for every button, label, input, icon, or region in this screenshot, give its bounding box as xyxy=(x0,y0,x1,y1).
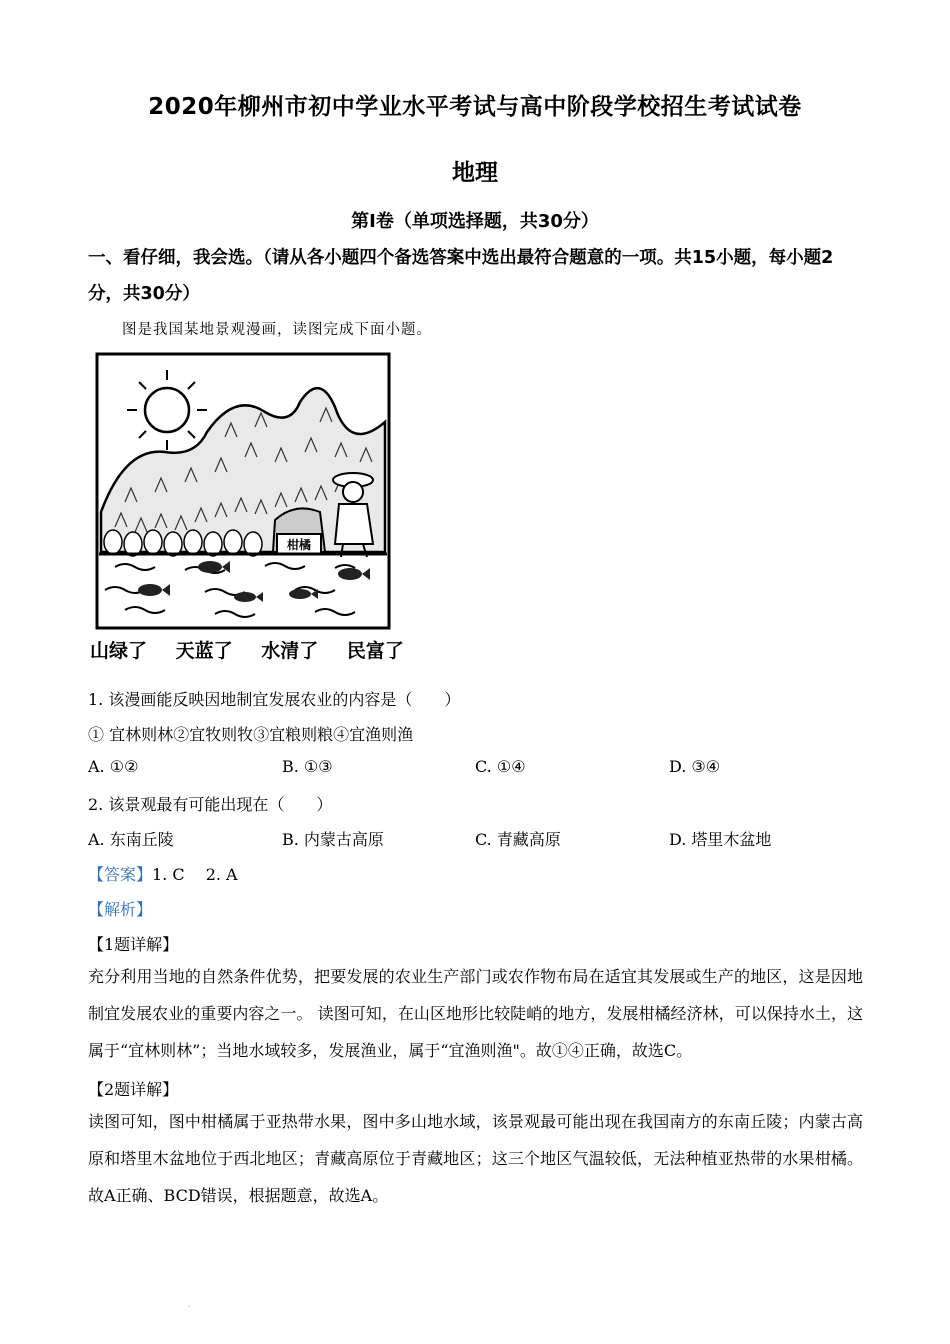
q1-option-d: D. ③④ xyxy=(669,757,721,776)
detail-1-text: 充分利用当地的自然条件优势，把要发展的农业生产部门或农作物布局在适宜其发展或生产的地区，这是因地制宜发展农业的重要内容之一。 读图可知，在山区地形比较陡峭的地方，发展柑橘经济林，可以保持水土，这属于“宜林则林”；当地水域较多，发展渔业，属于“宜渔则渔"。故①④正确，故选C。 xyxy=(88,967,863,1060)
question-1-stem: 1. 该漫画能反映因地制宜发展农业的内容是（ ） xyxy=(88,690,461,709)
q2-option-d: D. 塔里木盆地 xyxy=(669,830,772,849)
analysis-label: 【解析】 xyxy=(88,900,153,919)
caption-water: 水清了 xyxy=(261,640,319,662)
q2-option-b: B. 内蒙古高原 xyxy=(282,830,384,849)
basket-icon xyxy=(273,508,325,554)
q1-option-b: B. ①③ xyxy=(282,757,333,776)
subject-title: 地理 xyxy=(452,160,498,186)
cartoon-captions xyxy=(90,636,426,663)
answer-line xyxy=(88,862,238,885)
q1-option-c: C. ①④ xyxy=(475,757,526,776)
q2-option-a: A. 东南丘陵 xyxy=(88,830,174,849)
caption-sky: 天蓝了 xyxy=(175,640,233,662)
caption-mountain: 山绿了 xyxy=(90,640,148,662)
answer-label: 【答案】 xyxy=(88,865,153,884)
footer-mark: . xyxy=(188,1300,191,1309)
detail-1-label: 【1题详解】 xyxy=(88,935,179,954)
farmer-icon xyxy=(333,473,373,557)
volume-heading: 第Ⅰ卷（单项选择题，共30分） xyxy=(351,211,599,232)
figure-intro: 图是我国某地景观漫画，读图完成下面小题。 xyxy=(122,322,432,338)
section-instructions: 一、看仔细，我会选。（请从各小题四个备选答案中选出最符合题意的一项。共15小题，每小题2分，共30分） xyxy=(88,248,834,304)
q1-option-a: A. ①② xyxy=(88,757,139,776)
question-2-stem: 2. 该景观最有可能出现在（ ） xyxy=(88,795,333,814)
landscape-cartoon xyxy=(95,352,391,630)
detail-2-label: 【2题详解】 xyxy=(88,1080,179,1099)
basket-label: 柑橘 xyxy=(286,538,312,552)
caption-people: 民富了 xyxy=(346,640,404,662)
detail-2-text: 读图可知，图中柑橘属于亚热带水果，图中多山地水域，该景观最可能出现在我国南方的东南丘陵；内蒙古高原和塔里木盆地位于西北地区；青藏高原位于青藏地区；这三个地区气温较低，无法种植亚热带的水果柑橘。故A正确、BCD错误，根据题意，故选A。 xyxy=(88,1112,863,1205)
exam-title: 2020年柳州市初中学业水平考试与高中阶段学校招生考试试卷 xyxy=(148,94,802,120)
q2-option-c: C. 青藏高原 xyxy=(475,830,561,849)
answer-text: 1. C 2. A xyxy=(152,865,238,884)
question-1-statements: ① 宜林则林②宜牧则牧③宜粮则粮④宜渔则渔 xyxy=(88,725,414,744)
